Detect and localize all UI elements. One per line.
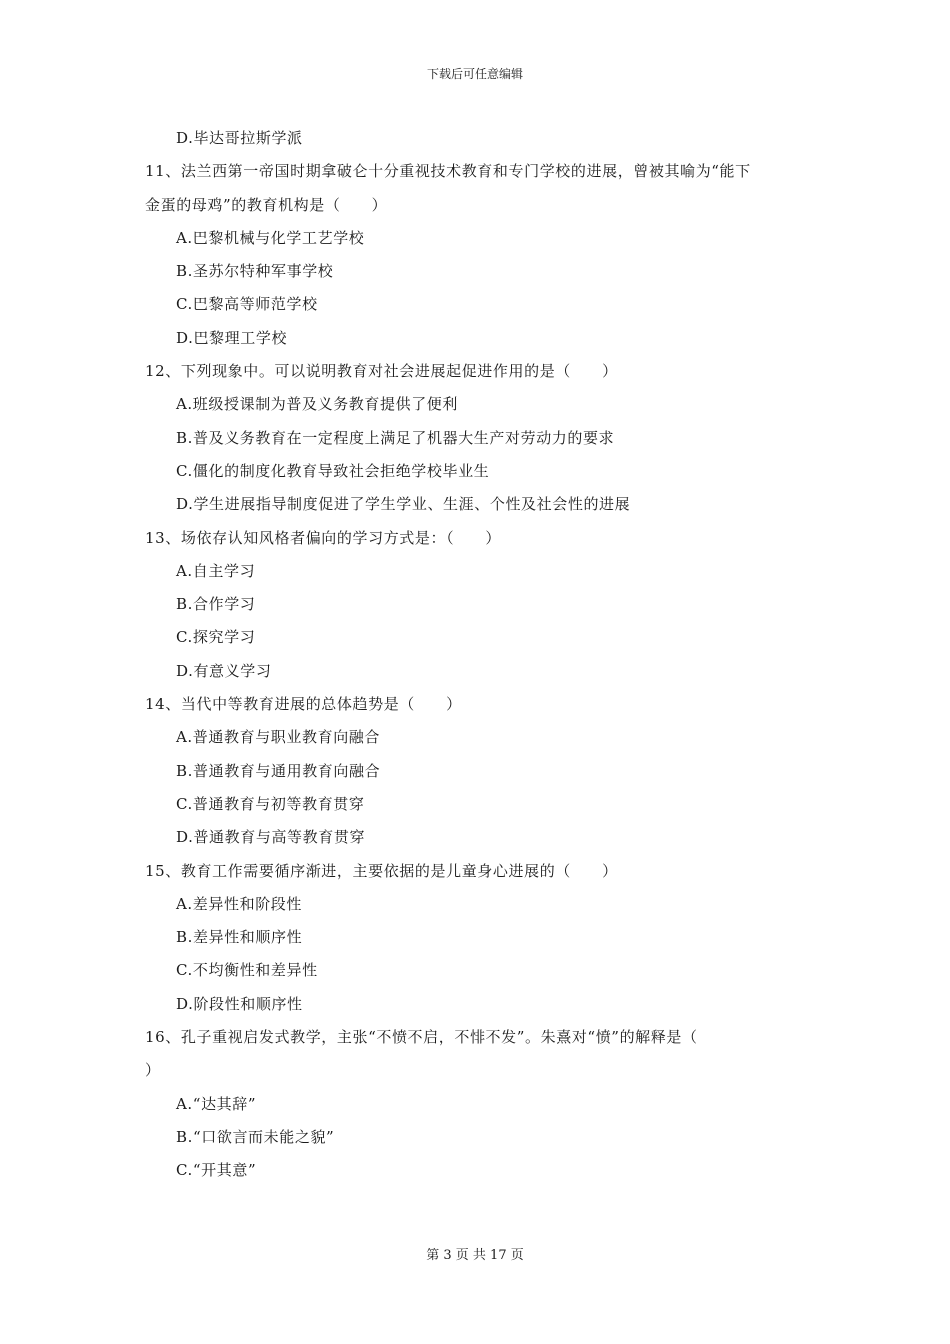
option-line: C.探究学习	[176, 628, 256, 647]
option-line: B.普及义务教育在一定程度上满足了机器大生产对劳动力的要求	[176, 428, 615, 447]
question-16: 16、孔子重视启发式教学，主张“不愤不启，不悱不发”。朱熹对“愤”的解释是（	[145, 1028, 698, 1047]
option-line: D.有意义学习	[176, 661, 272, 680]
option-line: A.差异性和阶段性	[176, 894, 303, 913]
option-line: D.巴黎理工学校	[176, 328, 288, 347]
option-line: B.圣苏尔特种军事学校	[176, 262, 334, 281]
option-line: B.差异性和顺序性	[176, 928, 303, 947]
option-line: A.“达其辞”	[176, 1094, 257, 1113]
option-line: C.巴黎高等师范学校	[176, 295, 318, 314]
page-number: 第 3 页 共 17 页	[426, 1248, 524, 1263]
question-11: 11、法兰西第一帝国时期拿破仑十分重视技术教育和专门学校的进展，曾被其喻为“能下	[145, 162, 751, 181]
option-line: C.“开其意”	[176, 1161, 257, 1180]
option-line: B.“口欲言而未能之貌”	[176, 1127, 335, 1146]
option-line: A.巴黎机械与化学工艺学校	[176, 228, 365, 247]
option-line: B.合作学习	[176, 595, 256, 614]
option-line: C.不均衡性和差异性	[176, 961, 318, 980]
question-continued: ）	[145, 1061, 161, 1080]
page-header: 下载后可任意编辑	[426, 67, 523, 81]
option-line: D.普通教育与高等教育贯穿	[176, 828, 366, 847]
option-line: C.普通教育与初等教育贯穿	[176, 794, 365, 813]
option-line: B.普通教育与通用教育向融合	[176, 761, 381, 780]
option-line: A.班级授课制为普及义务教育提供了便利	[176, 395, 459, 414]
option-line: A.自主学习	[176, 561, 256, 580]
option-line: D.阶段性和顺序性	[176, 994, 303, 1013]
option-line: D.学生进展指导制度促进了学生学业、生涯、个性及社会性的进展	[176, 495, 631, 514]
document-body	[0, 122, 950, 1188]
question-13: 13、场依存认知风格者偏向的学习方式是：（ ）	[145, 528, 501, 547]
option-line: D.毕达哥拉斯学派	[176, 129, 303, 147]
option-line: A.普通教育与职业教育向融合	[176, 728, 381, 747]
question-continued: 金蛋的母鸡”的教育机构是（ ）	[145, 195, 388, 214]
option-line: C.僵化的制度化教育导致社会拒绝学校毕业生	[176, 461, 490, 480]
question-14: 14、当代中等教育进展的总体趋势是（ ）	[145, 695, 462, 714]
question-15: 15、教育工作需要循序渐进，主要依据的是儿童身心进展的（ ）	[145, 861, 618, 880]
question-12: 12、下列现象中。可以说明教育对社会进展起促进作用的是（ ）	[145, 362, 618, 381]
